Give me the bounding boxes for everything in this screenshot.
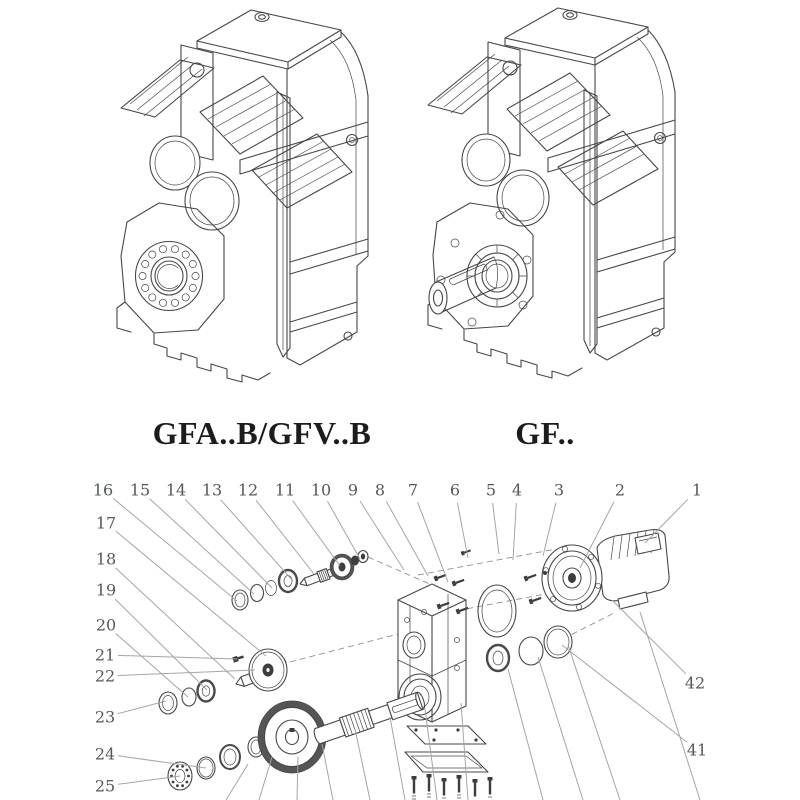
leader-line-42 bbox=[612, 600, 686, 674]
part-number-16: 16 bbox=[92, 480, 114, 500]
callout-18 bbox=[96, 550, 235, 680]
part-number-1: 1 bbox=[691, 480, 703, 500]
callout-41 bbox=[562, 645, 707, 760]
part-number-24: 24 bbox=[94, 744, 116, 764]
side-rails bbox=[240, 122, 368, 340]
input-shaft-parts bbox=[232, 551, 368, 611]
callout-4 bbox=[512, 481, 522, 561]
part-number-9: 9 bbox=[347, 480, 359, 500]
mounting-feet bbox=[154, 334, 270, 382]
part-number-21: 21 bbox=[94, 645, 116, 665]
mounting-feet bbox=[464, 330, 582, 378]
leader-line-22 bbox=[118, 670, 255, 676]
leader-line-41 bbox=[562, 645, 687, 742]
callout-6 bbox=[450, 481, 468, 559]
callout-1 bbox=[645, 481, 702, 544]
part-number-10: 10 bbox=[310, 480, 332, 500]
callout-8 bbox=[375, 481, 428, 577]
leader-line-4 bbox=[513, 503, 516, 560]
part-number-14: 14 bbox=[165, 480, 187, 500]
housing-body bbox=[277, 32, 368, 365]
callout-7 bbox=[408, 481, 448, 583]
gasket-and-oil-pan bbox=[405, 726, 488, 772]
cooling-fins bbox=[121, 57, 352, 208]
callout-3 bbox=[543, 481, 564, 557]
leader-line-15 bbox=[150, 499, 254, 594]
gearbox-isometric-drawing-hollow-shaft bbox=[117, 10, 368, 382]
leader-line-1 bbox=[645, 499, 688, 543]
part-number-5: 5 bbox=[485, 480, 497, 500]
input-bores bbox=[150, 136, 239, 230]
leader-line-7 bbox=[418, 502, 448, 582]
input-bores bbox=[462, 134, 549, 226]
leader-line-13 bbox=[221, 500, 293, 581]
callout-22 bbox=[95, 667, 255, 686]
top-cap bbox=[197, 10, 341, 69]
output-solid-shaft bbox=[312, 690, 427, 746]
callout-23 bbox=[95, 701, 166, 727]
leader-line-10 bbox=[327, 501, 360, 559]
part-number-3: 3 bbox=[553, 480, 565, 500]
model-label-hollow-shaft: GFA..B/GFV..B bbox=[152, 415, 372, 451]
part-number-17: 17 bbox=[95, 513, 117, 533]
mounting-bolts bbox=[412, 774, 493, 799]
part-number-2: 2 bbox=[614, 480, 626, 500]
gearbox-isometric-drawing-solid-shaft bbox=[428, 8, 675, 378]
motor-flange-gasket bbox=[478, 585, 516, 637]
leader-line-23 bbox=[118, 701, 166, 714]
housing-body bbox=[584, 30, 675, 360]
exploded-parts-diagram bbox=[93, 481, 707, 800]
part-number-13: 13 bbox=[201, 480, 223, 500]
part-number-12: 12 bbox=[237, 480, 259, 500]
part-number-18: 18 bbox=[95, 549, 117, 569]
part-number-7: 7 bbox=[407, 480, 419, 500]
leader-line-6 bbox=[457, 503, 468, 558]
part-number-11: 11 bbox=[274, 480, 296, 500]
leader-line-16 bbox=[113, 498, 237, 601]
model-label-solid-shaft: GF.. bbox=[515, 415, 575, 451]
callout-15 bbox=[130, 481, 254, 595]
leader-line-3 bbox=[543, 503, 556, 556]
part-number-15: 15 bbox=[129, 480, 151, 500]
electric-motor bbox=[542, 530, 669, 611]
part-number-25: 25 bbox=[94, 776, 116, 796]
callout-25 bbox=[95, 776, 180, 796]
leader-line-21 bbox=[118, 655, 237, 659]
part-number-6: 6 bbox=[449, 480, 461, 500]
top-cap bbox=[505, 8, 648, 65]
callout-17 bbox=[96, 514, 266, 657]
part-number-20: 20 bbox=[95, 615, 117, 635]
leader-line-5 bbox=[493, 503, 499, 554]
output-cover-rings bbox=[487, 626, 572, 671]
part-number-8: 8 bbox=[374, 480, 386, 500]
side-rails bbox=[548, 120, 675, 336]
leader-line-24 bbox=[118, 756, 206, 768]
leader-line-12 bbox=[256, 500, 314, 574]
part-number-4: 4 bbox=[511, 480, 523, 500]
part-number-42: 42 bbox=[684, 673, 706, 693]
callout-42 bbox=[612, 600, 705, 693]
part-number-22: 22 bbox=[94, 666, 116, 686]
part-number-19: 19 bbox=[95, 580, 117, 600]
part-number-41: 41 bbox=[686, 740, 708, 760]
part-number-23: 23 bbox=[94, 707, 116, 727]
callout-5 bbox=[486, 481, 499, 555]
callout-24 bbox=[95, 745, 206, 769]
leader-line-20 bbox=[116, 634, 188, 697]
